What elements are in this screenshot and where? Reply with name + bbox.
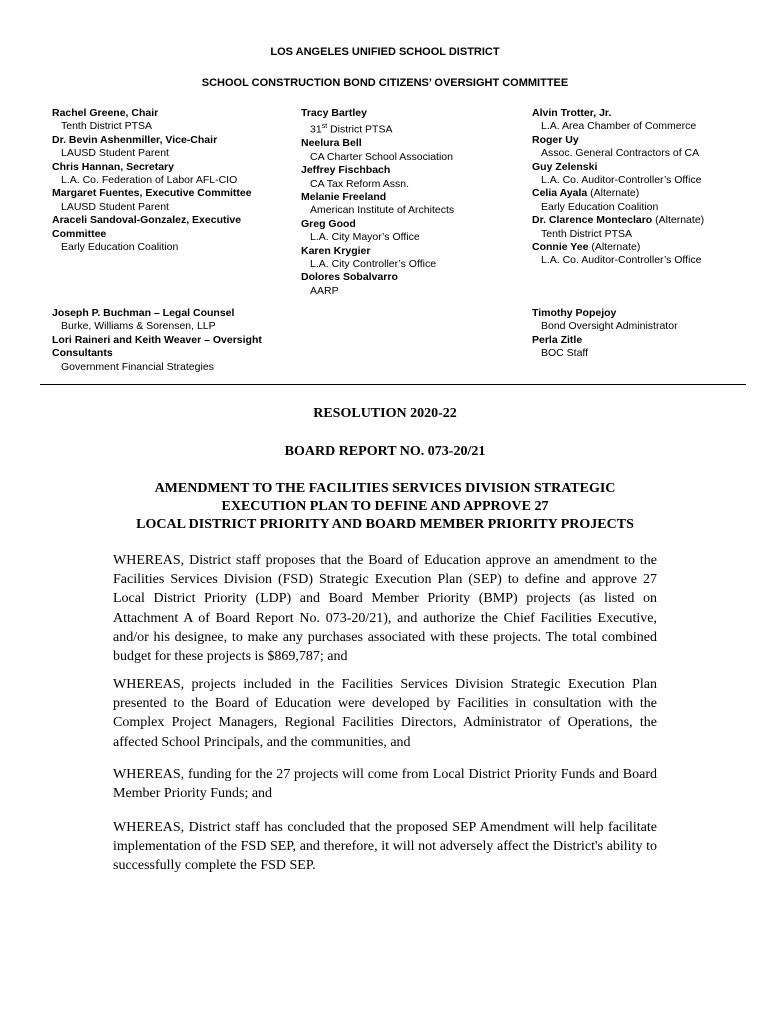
member-org: Early Education Coalition bbox=[61, 241, 179, 254]
staff-name: Perla Zitle bbox=[532, 333, 583, 346]
staff-org: Burke, Williams & Sorensen, LLP bbox=[61, 320, 216, 333]
org-number: 31 bbox=[310, 123, 322, 136]
whereas-paragraph-4: WHEREAS, District staff has concluded that the proposed SEP Amendment will help facilitate implementation of the FSD SEP, and therefore, it will not adversely affect the District's ability to successfully complete the FSD SEP. bbox=[113, 820, 657, 874]
member-org bbox=[301, 120, 526, 137]
resolution-title-line: AMENDMENT TO THE FACILITIES SERVICES DIVISION STRATEGIC bbox=[154, 481, 616, 496]
member-org: Assoc. General Contractors of CA bbox=[541, 147, 700, 160]
staff-column-right bbox=[532, 307, 762, 361]
member-name: Jeffrey Fischbach bbox=[301, 164, 391, 177]
member-org: L.A. Area Chamber of Commerce bbox=[541, 120, 697, 133]
member-name: Guy Zelenski bbox=[532, 160, 598, 173]
member-name: Karen Krygier bbox=[301, 244, 371, 257]
member-name: Roger Uy bbox=[532, 133, 579, 146]
staff-column-left bbox=[52, 307, 287, 374]
member-org: L.A. City Controller’s Office bbox=[310, 257, 437, 270]
member-name bbox=[532, 187, 762, 200]
member-column-3 bbox=[532, 107, 762, 268]
member-name bbox=[532, 241, 762, 254]
member-org: L.A. Co. Auditor-Controller’s Office bbox=[541, 174, 702, 187]
member-org: LAUSD Student Parent bbox=[61, 200, 169, 213]
whereas-paragraph-2: WHEREAS, projects included in the Facilities Services Division Strategic Execution Plan presented to the Board of Education were developed by Facilities in consultation with the Complex Project Managers, Regional Facilities Directors, Administrator of Operations, the affected School Principals, and the communities, and bbox=[113, 677, 657, 750]
committee-name: SCHOOL CONSTRUCTION BOND CITIZENS’ OVERSIGHT COMMITTEE bbox=[201, 77, 569, 89]
member-name: Dr. Bevin Ashenmiller, Vice-Chair bbox=[52, 133, 218, 146]
alternate-tag: (Alternate) bbox=[587, 187, 640, 200]
member-org: Early Education Coalition bbox=[541, 200, 659, 213]
member-name: Dolores Sobalvarro bbox=[301, 271, 398, 284]
alternate-tag: (Alternate) bbox=[588, 241, 641, 254]
member-org: Tenth District PTSA bbox=[541, 227, 633, 240]
resolution-title bbox=[0, 480, 770, 534]
staff-org: Bond Oversight Administrator bbox=[541, 320, 678, 333]
staff-name: Timothy Popejoy bbox=[532, 307, 617, 319]
member-org: AARP bbox=[310, 284, 339, 297]
member-name: Margaret Fuentes, Executive Committee bbox=[52, 187, 252, 200]
whereas-paragraph-1: WHEREAS, District staff proposes that the Board of Education approve an amendment to the Facilities Services Division (FSD) Strategic Execution Plan (SEP) to define and approve 27 Local District Priority (LDP) and Board Member Priority (BMP) projects (as listed on Attachment A of Board Report No. 073-20/21), and authorize the Chief Facilities Executive, and/or his designee, to make any purchases associated with these projects. The total combined budget for these projects is $869,787; and bbox=[113, 553, 657, 665]
member-org: L.A. City Mayor’s Office bbox=[310, 231, 420, 244]
member-name: Neelura Bell bbox=[301, 137, 362, 150]
district-name: LOS ANGELES UNIFIED SCHOOL DISTRICT bbox=[270, 46, 500, 58]
staff-name: Lori Raineri and Keith Weaver – Oversight Consultants bbox=[52, 333, 262, 360]
member-name: Tracy Bartley bbox=[301, 107, 367, 119]
member-org: Tenth District PTSA bbox=[61, 120, 153, 133]
resolution-number: RESOLUTION 2020-22 bbox=[313, 406, 457, 421]
member-name: Greg Good bbox=[301, 217, 356, 230]
member-org: CA Tax Reform Assn. bbox=[310, 177, 410, 190]
member-name-text: Connie Yee bbox=[532, 241, 589, 254]
org-ordinal: st bbox=[321, 123, 328, 131]
member-name-text: Celia Ayala bbox=[532, 187, 588, 200]
resolution-title-line: EXECUTION PLAN TO DEFINE AND APPROVE 27 bbox=[221, 499, 549, 514]
member-column-2 bbox=[301, 107, 526, 298]
member-org: CA Charter School Association bbox=[310, 150, 453, 163]
staff-name: Joseph P. Buchman – Legal Counsel bbox=[52, 307, 235, 319]
member-name: Alvin Trotter, Jr. bbox=[532, 107, 612, 119]
member-name: Melanie Freeland bbox=[301, 190, 387, 203]
member-org: L.A. Co. Auditor-Controller’s Office bbox=[541, 254, 702, 267]
member-org: L.A. Co. Federation of Labor AFL-CIO bbox=[61, 174, 238, 187]
staff-org: BOC Staff bbox=[541, 347, 589, 360]
member-name bbox=[532, 214, 762, 227]
member-name-text: Dr. Clarence Monteclaro bbox=[532, 214, 653, 227]
whereas-paragraph-3: WHEREAS, funding for the 27 projects will come from Local District Priority Funds and Board Member Priority Funds; and bbox=[113, 767, 657, 802]
alternate-tag: (Alternate) bbox=[652, 214, 705, 227]
resolution-title-line: LOCAL DISTRICT PRIORITY AND BOARD MEMBER PRIORITY PROJECTS bbox=[136, 517, 634, 532]
member-org: LAUSD Student Parent bbox=[61, 147, 169, 160]
header-divider bbox=[40, 384, 746, 385]
member-name: Chris Hannan, Secretary bbox=[52, 160, 174, 173]
member-org: American Institute of Architects bbox=[310, 204, 455, 217]
member-name: Araceli Sandoval-Gonzalez, Executive Committee bbox=[52, 214, 242, 240]
board-report-number: BOARD REPORT NO. 073-20/21 bbox=[284, 444, 486, 459]
member-name: Rachel Greene, Chair bbox=[52, 107, 159, 119]
member-column-1 bbox=[52, 107, 287, 254]
staff-org: Government Financial Strategies bbox=[61, 360, 214, 373]
org-rest: District PTSA bbox=[327, 123, 393, 136]
